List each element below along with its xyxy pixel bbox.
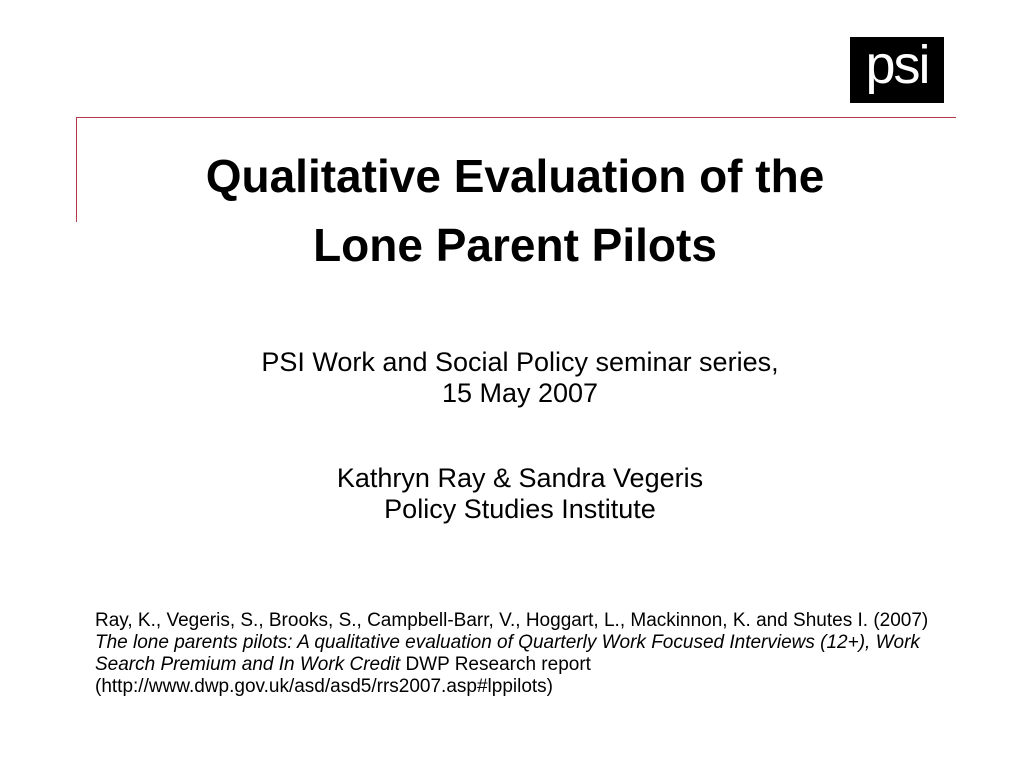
slide-title [90, 142, 940, 280]
reference-citation [95, 610, 935, 697]
author-info [90, 463, 950, 524]
reference-authors: Ray, K., Vegeris, S., Brooks, S., Campbell-Barr, V., Hoggart, L., Mackinnon, K. and Shutes I. (2007) [95, 610, 929, 631]
reference-publisher: DWP Research report (http://www.dwp.gov.uk/asd/asd5/rrs2007.asp#lppilots) [95, 653, 591, 697]
author-institution: Policy Studies Institute [384, 493, 656, 524]
seminar-date: 15 May 2007 [441, 377, 599, 408]
logo-text: psi [865, 35, 929, 95]
frame-top-line [76, 117, 956, 118]
author-names: Kathryn Ray & Sandra Vegeris [336, 463, 704, 493]
title-line-2: Lone Parent Pilots [313, 219, 717, 271]
seminar-info [90, 347, 950, 408]
title-line-1: Qualitative Evaluation of the [205, 150, 825, 202]
psi-logo [850, 37, 944, 103]
seminar-series: PSI Work and Social Policy seminar series, [261, 347, 779, 377]
reference-title: The lone parents pilots: A qualitative evaluation of Quarterly Work Focused Interviews (12+), Work Search Premium and In Work Credit [95, 631, 920, 675]
frame-left-line [76, 117, 77, 222]
